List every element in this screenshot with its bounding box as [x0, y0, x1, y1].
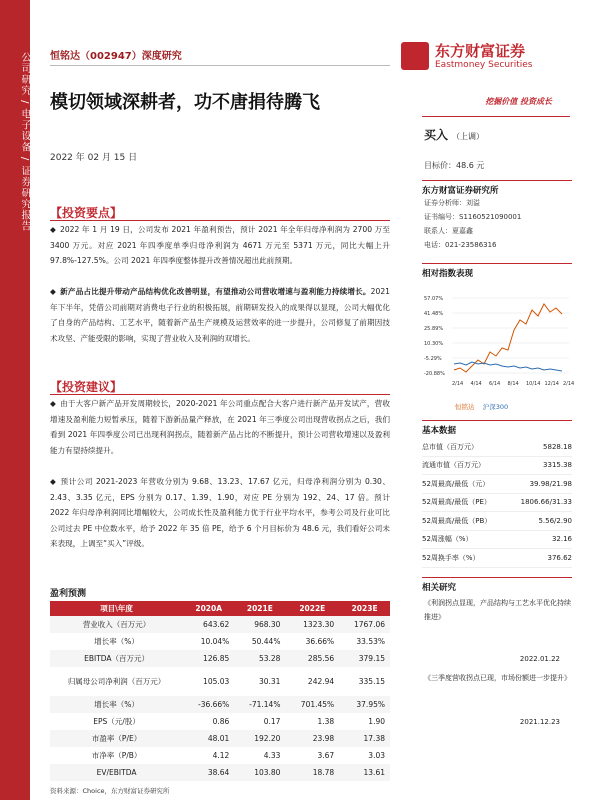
cert-number: 证书编号：S1160521090001: [424, 213, 522, 221]
basic-row: [422, 512, 572, 531]
bullet-icon: ◆: [50, 225, 56, 234]
rating-change: （上调）: [452, 132, 485, 141]
key-points-p2-lead: 新产品占比提升带动产品结构优化改善明显，有望推动公司营收增速与盈利能力持续增长。: [60, 287, 371, 296]
cell: 4.33: [263, 751, 281, 760]
x-tick-label: 6/14: [489, 381, 501, 387]
related-item-1[interactable]: 《利润拐点显现，产品结构与工艺水平优化持续推进》: [424, 599, 571, 621]
cell: 0.17: [263, 717, 281, 726]
rating: [424, 126, 484, 143]
sidebar: [0, 0, 30, 800]
report-title: 模切领域深耕者，功不唐捐待腾飞: [50, 92, 320, 113]
cell: 3.03: [368, 751, 385, 760]
cell: 701.45%: [285, 696, 339, 713]
institute-info: [424, 196, 521, 252]
stock-line: [454, 304, 562, 372]
basic-value: 3315.38: [543, 461, 572, 470]
basic-value: 1806.66/31.33: [520, 498, 572, 507]
basic-key: 52周涨幅（%）: [422, 535, 473, 544]
cell: 1.90: [368, 717, 385, 726]
cell: 10.04%: [200, 637, 230, 646]
related-title: 相关研究: [422, 577, 572, 593]
key-points-title: 【投资要点】: [50, 206, 123, 220]
logo-cn: 东方财富证券: [435, 42, 526, 60]
advice-p2: [50, 474, 390, 552]
cell: 37.95%: [339, 696, 390, 713]
section-key-points: [50, 204, 122, 221]
cell: 30.31: [258, 677, 281, 686]
company-line: 恒铭达（002947）深度研究: [50, 51, 182, 62]
cell: 36.66%: [305, 637, 335, 646]
cell: 48.01: [183, 730, 234, 747]
advice-title: 【投资建议】: [50, 380, 123, 394]
table-row: [50, 696, 390, 713]
x-tick-label: 8/14: [507, 381, 519, 387]
cell: 643.62: [183, 616, 234, 633]
cell: 285.56: [285, 650, 339, 667]
cell: 38.64: [183, 764, 234, 781]
rating-label: 买入: [424, 128, 449, 142]
cell: 1323.30: [285, 616, 339, 633]
cell: 4.12: [212, 751, 230, 760]
table-header: 2023E: [339, 601, 390, 616]
basic-row: [422, 549, 572, 568]
cell: 0.86: [212, 717, 230, 726]
forecast-title: 盈利预测: [50, 589, 87, 599]
basic-value: 39.98/21.98: [529, 479, 572, 488]
basic-row: [422, 531, 572, 550]
row-label: 营业收入（百万元）: [50, 616, 183, 633]
row-label: 增长率（%）: [50, 696, 183, 713]
cell: 192.20: [234, 730, 285, 747]
row-label: EPS（元/股）: [93, 717, 140, 726]
row-label: EBITDA（百万元）: [50, 650, 183, 667]
cell: 3.67: [317, 751, 335, 760]
table-row: [50, 730, 390, 747]
related-date-1: 2022.01.22: [519, 655, 560, 663]
x-tick-label: 10/14: [526, 381, 541, 387]
header-divider: [50, 65, 390, 66]
cell: -71.14%: [234, 696, 285, 713]
cell: 968.30: [234, 616, 285, 633]
table-row: [50, 764, 390, 781]
x-tick-label: 2/14: [563, 381, 575, 387]
logo-en: Eastmoney Securities: [435, 60, 533, 70]
cell: 18.78: [285, 764, 339, 781]
key-points-p2-text: 2021 年下半年，凭借公司前期对消费电子行业的积极拓展，前期研发投入的成果得以显现，公司大幅优化了自身的产品结构、工艺水平，随着新产品生产规模及运营效率的进一步提升，公司修复了前期因技术攻坚、产能受限的影响，实现了营业收入及利润的双增长。: [50, 287, 390, 343]
cell: 379.15: [339, 650, 390, 667]
cell: 335.15: [358, 677, 385, 686]
y-tick-label: -20.88%: [424, 371, 445, 377]
cell: 126.85: [183, 650, 234, 667]
row-label: 归属母公司净利润（百万元）: [67, 677, 166, 686]
basic-value: 5828.18: [543, 442, 572, 451]
forecast-table: [50, 601, 390, 781]
y-tick-label: 10.30%: [424, 341, 444, 347]
row-label: 增长率（%）: [94, 637, 139, 646]
cell: -36.66%: [183, 696, 234, 713]
y-tick-label: 57.07%: [424, 296, 444, 302]
basic-value: 376.62: [547, 553, 572, 562]
basic-row: [422, 438, 572, 457]
sidebar-text: 公司研究 / 电子设备 / 证券研究报告: [19, 52, 30, 232]
table-row: [50, 633, 390, 650]
basic-key: 52周最高/最低（PE）: [422, 498, 491, 507]
basic-table: [422, 438, 572, 568]
advice-p1: [50, 396, 390, 458]
slogan: 挖掘价值 投资成长: [485, 97, 552, 106]
institute-title: 东方财富证券研究所: [422, 180, 572, 196]
cell: 13.61: [339, 764, 390, 781]
basic-row: [422, 457, 572, 476]
cell: 1.38: [317, 717, 335, 726]
y-tick-label: -5.29%: [424, 356, 442, 362]
table-header: 项目\年度: [50, 601, 183, 616]
bullet-icon: ◆: [50, 287, 56, 296]
report-date: 2022 年 02 月 15 日: [50, 153, 138, 163]
x-tick-label: 2/14: [452, 381, 464, 387]
perf-chart-title: 相对指数表现: [422, 263, 572, 279]
cell: 23.98: [285, 730, 339, 747]
cell: 53.28: [234, 650, 285, 667]
y-tick-label: 41.48%: [424, 311, 444, 317]
logo: [401, 40, 561, 80]
cell: 103.80: [234, 764, 285, 781]
basic-key: 52周最高/最低（元）: [422, 479, 490, 488]
basic-row: [422, 494, 572, 513]
table-row: [50, 616, 390, 633]
contact: 联系人：夏嘉鑫: [424, 227, 473, 235]
table-header: 2020A: [183, 601, 234, 616]
basic-key: 52周最高/最低（PB）: [422, 516, 492, 525]
basic-key: 流通市值（百万元）: [422, 461, 485, 470]
bullet-icon: ◆: [50, 399, 56, 408]
logo-mark-icon: [401, 42, 429, 70]
x-tick-label: 4/14: [470, 381, 482, 387]
table-row: [50, 667, 390, 696]
basic-row: [422, 475, 572, 494]
bullet-icon: ◆: [50, 477, 56, 486]
table-header: 2022E: [285, 601, 339, 616]
target-price: 目标价：48.6 元: [424, 161, 485, 170]
basic-title: 基本数据: [422, 420, 572, 436]
advice-p2-text: 预计公司 2021-2023 年营收分别为 9.68、13.23、17.67 亿元，归母净利润分别为 0.30、2.43、3.35 亿元，EPS 分别为 0.17、1.39、1.90，对应 PE 分别为 192、24、17 倍。预计 2022 年归母净利润同比增幅较大，公司成长性及盈利能力优于行业平均水平，参考公司及行业可比公司过去 PE 中位数水平，给予 2022 年 35 倍 PE，给予 6 个月目标价为 48.6 元，我们看好公司未来表现，上调至“买入”评级。: [50, 477, 390, 548]
cell: 242.94: [307, 677, 335, 686]
y-tick-label: 25.89%: [424, 326, 444, 332]
table-row: [50, 713, 390, 730]
table-header: 2021E: [234, 601, 285, 616]
row-label: 市净率（P/B）: [91, 751, 142, 760]
section-advice: [50, 378, 122, 395]
index-line: [454, 362, 562, 371]
cell: 105.03: [203, 677, 230, 686]
row-label: EV/EBITDA: [50, 764, 183, 781]
source-note: 资料来源：Choice，东方财富证券研究所: [50, 787, 170, 795]
key-points-p2: [50, 284, 390, 346]
key-points-p1: [50, 222, 390, 269]
table-row: [50, 747, 390, 764]
basic-value: 5.56/2.90: [538, 516, 572, 525]
rating-divider: [422, 116, 570, 117]
basic-value: 32.16: [551, 535, 572, 544]
advice-p1-text: 由于大客户新产品开发周期较长，2020-2021 年公司重点配合大客户进行新产品开发试产，营收增速及盈利能力短暂承压，随着下游新品量产释放，在 2021 年三季度公司出现营收拐点之后，我们看到 2021 年四季度公司已出现利润拐点，随着新产品占比的不断提升，预计公司营收增速以及盈利能力有望持续提升。: [50, 399, 390, 455]
perf-legend: [455, 402, 508, 411]
cell: 50.44%: [251, 637, 281, 646]
related-item-2[interactable]: 《三季度营收拐点已现，市场份额进一步提升》: [424, 674, 571, 682]
advice-divider: [50, 394, 390, 395]
x-tick-label: 12/14: [544, 381, 559, 387]
key-points-p1-text: 2022 年 1 月 19 日，公司发布 2021 年盈利预告，预计 2021 年全年归母净利润为 2700 万至 3400 万元。对应 2021 年四季度单季归母净利润为 4671 万元至 5371 万元，同比大幅上升 97.8%-127.5%。公司 2021 年四季度整体提升改善情况超出此前预期。: [50, 225, 390, 265]
related-date-2: 2021.12.23: [519, 718, 560, 726]
legend-stock: 恒铭达: [455, 403, 475, 411]
row-label: 市盈率（P/E）: [50, 730, 183, 747]
basic-key: 总市值（百万元）: [422, 442, 478, 451]
basic-key: 52周换手率（%）: [422, 553, 480, 562]
legend-index: 沪深300: [482, 403, 509, 411]
cell: 1767.06: [339, 616, 390, 633]
cell: 17.38: [339, 730, 390, 747]
key-points-divider: [50, 220, 390, 221]
analyst: 证券分析师：刘溢: [424, 199, 480, 207]
phone: 电话：021-23586316: [424, 241, 497, 249]
table-row: [50, 650, 390, 667]
cell: 33.53%: [356, 637, 385, 646]
perf-chart: [424, 290, 575, 388]
